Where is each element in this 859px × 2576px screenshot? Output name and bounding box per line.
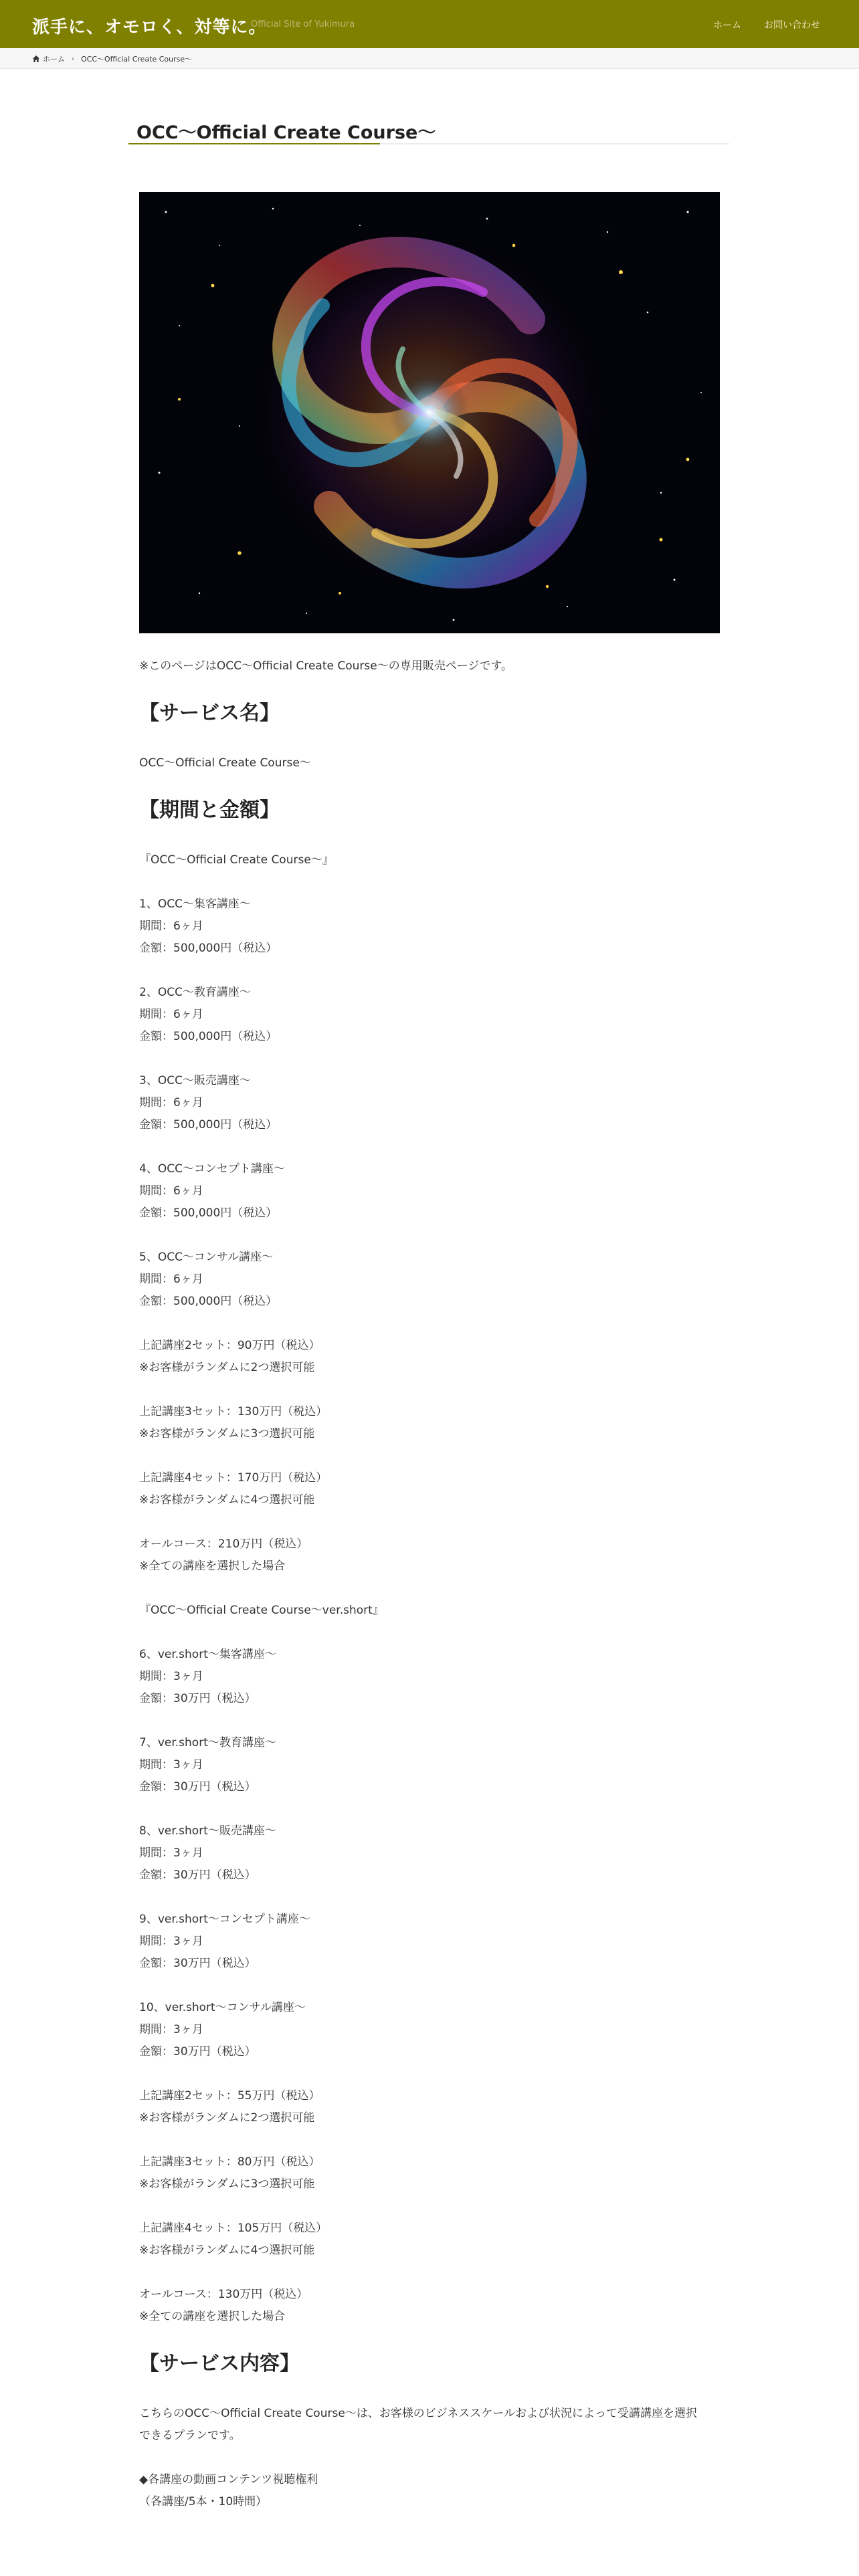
- course-block: [139, 1997, 720, 2063]
- breadcrumb-current: OCC〜Official Create Course〜: [81, 55, 193, 64]
- content-description-line-1: こちらのOCC〜Official Create Course〜は、お客様のビジネススケールおよび状況によって受講講座を選択: [139, 2407, 697, 2420]
- set-block: [139, 1335, 720, 1379]
- course-name: 5、OCC〜コンサル講座〜: [139, 1251, 274, 1264]
- set-price: 上記講座4セット：170万円（税込）: [139, 1471, 328, 1485]
- course-block: [139, 982, 720, 1048]
- course-price: 金額：500,000円（税込）: [139, 1118, 278, 1132]
- course-period: 期間：3ヶ月: [139, 1758, 203, 1772]
- set-note: ※お客様がランダムに3つ選択可能: [139, 2177, 315, 2191]
- chevron-right-icon: ›: [72, 55, 74, 63]
- global-nav: [713, 18, 820, 31]
- course-price: 金額：30万円（税込）: [139, 2045, 256, 2058]
- course-name: 3、OCC〜販売講座〜: [139, 1074, 251, 1087]
- course-block: [139, 1644, 720, 1710]
- set-note: ※お客様がランダムに4つ選択可能: [139, 1493, 315, 1507]
- course-period: 期間：3ヶ月: [139, 1670, 203, 1683]
- course-period: 期間：3ヶ月: [139, 2023, 203, 2036]
- course-name: 2、OCC〜教育講座〜: [139, 986, 251, 999]
- course-price: 金額：30万円（税込）: [139, 1692, 256, 1705]
- course-name: 6、ver.short〜集客講座〜: [139, 1648, 276, 1661]
- hero-galaxy-image: [139, 192, 720, 633]
- set-block: [139, 2151, 720, 2195]
- course-block: [139, 1070, 720, 1136]
- course-period: 期間：6ヶ月: [139, 1008, 203, 1021]
- course-period: 期間：6ヶ月: [139, 1184, 203, 1198]
- course-price: 金額：30万円（税込）: [139, 1957, 256, 1970]
- course-name: 1、OCC〜集客講座〜: [139, 897, 251, 911]
- breadcrumb: [32, 53, 192, 64]
- course-period: 期間：3ヶ月: [139, 1846, 203, 1860]
- intro-note: ※このページはOCC〜Official Create Course〜の専用販売ページです。: [139, 659, 512, 673]
- course-period: 期間：6ヶ月: [139, 1273, 203, 1286]
- site-tagline: Official Site of Yukimura: [251, 19, 355, 29]
- nav-item-home[interactable]: ホーム: [713, 20, 741, 31]
- course-name: 4、OCC〜コンセプト講座〜: [139, 1162, 285, 1176]
- set-price: 上記講座2セット：55万円（税込）: [139, 2089, 320, 2103]
- set-block: [139, 1467, 720, 1511]
- section-heading-price: 【期間と金額】: [139, 798, 280, 822]
- site-title[interactable]: 派手に、オモロく、対等に。: [32, 17, 267, 37]
- set-price: 上記講座3セット：130万円（税込）: [139, 1405, 328, 1418]
- course-period: 期間：3ヶ月: [139, 1935, 203, 1948]
- set-block: [139, 2218, 720, 2262]
- section-heading-content: 【サービス内容】: [139, 2352, 300, 2375]
- short-label: 『OCC〜Official Create Course〜ver.short』: [139, 1604, 384, 1617]
- set-note: ※お客様がランダムに4つ選択可能: [139, 2244, 315, 2257]
- course-name: 8、ver.short〜販売講座〜: [139, 1824, 276, 1838]
- course-block: [139, 893, 720, 960]
- set-note: ※全ての講座を選択した場合: [139, 2310, 286, 2323]
- course-price: 金額：500,000円（税込）: [139, 1295, 278, 1308]
- home-icon: [32, 55, 40, 63]
- course-price: 金額：500,000円（税込）: [139, 1030, 278, 1043]
- page-title: OCC〜Official Create Course〜: [136, 122, 436, 143]
- content-description-line-2: できるプランです。: [139, 2429, 241, 2442]
- title-divider-accent: [128, 143, 380, 144]
- course-name: 9、ver.short〜コンセプト講座〜: [139, 1913, 310, 1926]
- course-price: 金額：500,000円（税込）: [139, 942, 278, 955]
- set-price: 上記講座3セット：80万円（税込）: [139, 2155, 320, 2169]
- nav-item-contact[interactable]: お問い合わせ: [764, 20, 820, 31]
- course-name: 7、ver.short〜教育講座〜: [139, 1736, 276, 1749]
- set-note: ※お客様がランダムに2つ選択可能: [139, 2111, 315, 2125]
- course-name: 10、ver.short〜コンサル講座〜: [139, 2001, 306, 2014]
- set-price: オールコース：210万円（税込）: [139, 1537, 308, 1551]
- set-price: 上記講座4セット：105万円（税込）: [139, 2222, 328, 2235]
- set-price: オールコース：130万円（税込）: [139, 2288, 308, 2301]
- course-price: 金額：500,000円（税込）: [139, 1206, 278, 1220]
- course-price: 金額：30万円（税込）: [139, 1868, 256, 1882]
- set-block: [139, 2085, 720, 2129]
- service-name-text: OCC〜Official Create Course〜: [139, 756, 311, 770]
- occ-label: 『OCC〜Official Create Course〜』: [139, 853, 334, 867]
- set-block: [139, 1533, 720, 1578]
- section-heading-service-name: 【サービス名】: [139, 702, 280, 725]
- set-price: 上記講座2セット：90万円（税込）: [139, 1339, 320, 1352]
- set-note: ※お客様がランダムに3つ選択可能: [139, 1427, 315, 1440]
- course-block: [139, 1247, 720, 1313]
- course-block: [139, 1158, 720, 1224]
- course-block: [139, 1732, 720, 1798]
- benefit-detail: （各講座/5本・10時間）: [139, 2495, 268, 2508]
- course-price: 金額：30万円（税込）: [139, 1780, 256, 1794]
- set-note: ※全ての講座を選択した場合: [139, 1560, 286, 1573]
- breadcrumb-home[interactable]: ホーム: [43, 55, 65, 64]
- course-period: 期間：6ヶ月: [139, 920, 203, 933]
- site-header: [0, 0, 859, 48]
- set-block: [139, 1401, 720, 1445]
- benefit-title: ◆各講座の動画コンテンツ視聴権利: [139, 2473, 318, 2486]
- set-block: [139, 2284, 720, 2328]
- breadcrumb-bar: [0, 48, 859, 69]
- article-body: [139, 655, 720, 2513]
- set-note: ※お客様がランダムに2つ選択可能: [139, 1361, 315, 1374]
- course-block: [139, 1909, 720, 1975]
- galaxy-illustration: [139, 192, 720, 633]
- course-block: [139, 1820, 720, 1887]
- course-period: 期間：6ヶ月: [139, 1096, 203, 1109]
